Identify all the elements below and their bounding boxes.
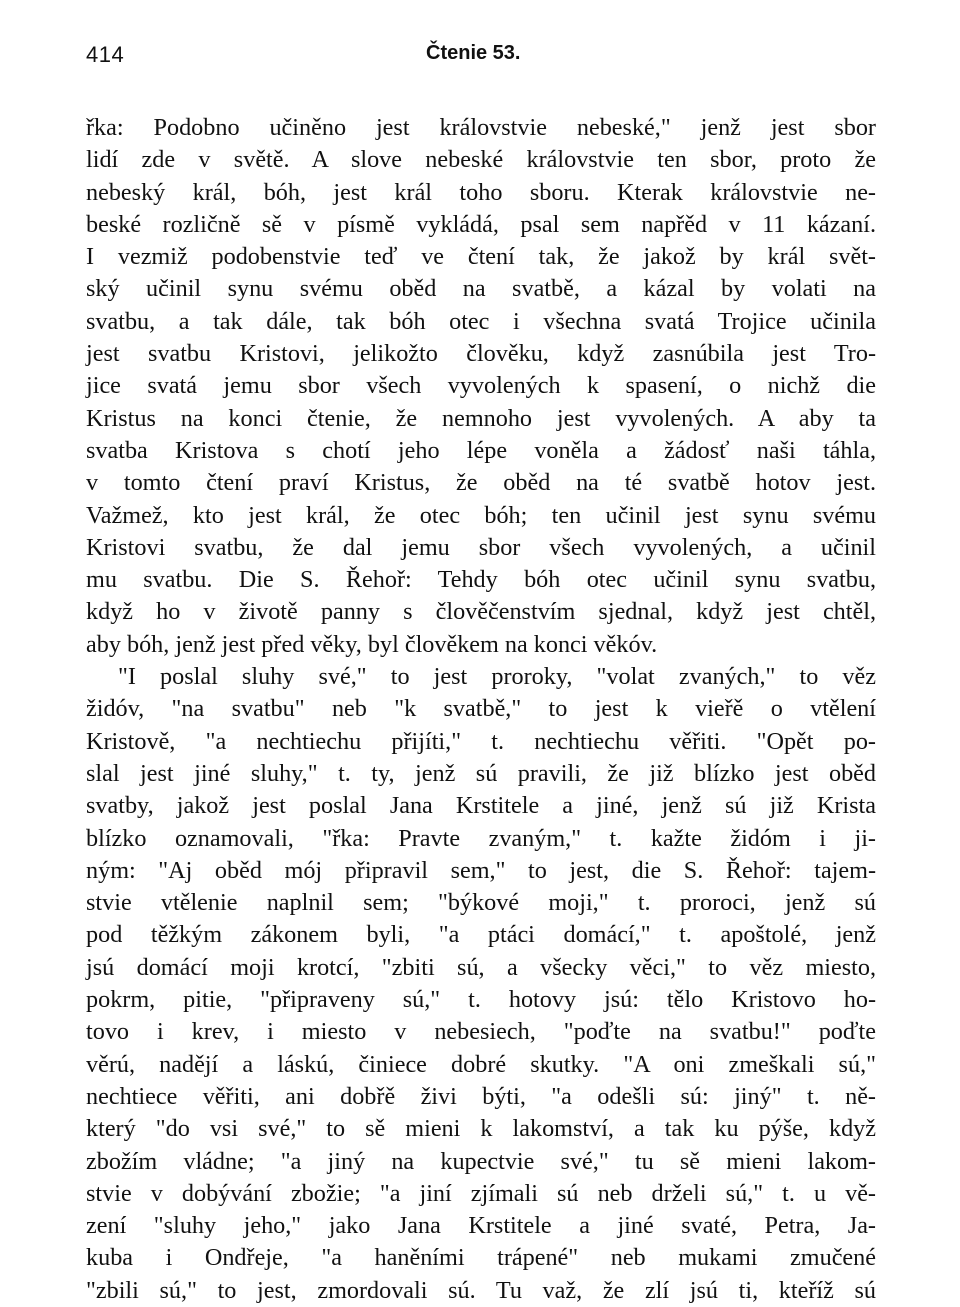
text-line: ným: "Aj oběd mój připravil sem," to jest, die S. Řehoř: tajem- bbox=[86, 856, 876, 884]
page-header bbox=[86, 38, 876, 78]
text-line: svatba Kristova s chotí jeho lépe voněla a žádosť naši táhla, bbox=[86, 436, 876, 464]
text-line-paragraph-start: "I poslal sluhy své," to jest proroky, "volat zvaných," to věz bbox=[118, 663, 876, 691]
text-line: mu svatbu. Die S. Řehoř: Tehdy bóh otec učinil synu svatbu, bbox=[86, 566, 876, 594]
text-line: svatbu, a tak dále, tak bóh otec i všechna svatá Trojice učinila bbox=[86, 307, 876, 335]
text-line: Važmež, kto jest král, že otec bóh; ten učinil jest synu svému bbox=[86, 501, 876, 529]
text-line: Kristus na konci čtenie, že nemnoho jest vyvolených. A aby ta bbox=[86, 404, 876, 432]
text-line: nebeský král, bóh, jest král toho sboru. Kterak královstvie ne- bbox=[86, 178, 876, 206]
text-line: stvie vtělenie naplnil sem; "býkové moji," t. proroci, jenž sú bbox=[86, 889, 876, 917]
text-line: který "do vsi své," to sě mieni k lakomství, a tak ku pýše, když bbox=[86, 1115, 876, 1143]
text-line: řka: Podobno učiněno jest královstvie nebeské," jenž jest sbor bbox=[86, 114, 876, 141]
text-line: stvie v dobývání zbožie; "a jiní zjímali sú neb drželi sú," t. u vě- bbox=[86, 1179, 876, 1207]
text-line: Kristovi svatbu, že dal jemu sbor všech vyvolených, a učinil bbox=[86, 533, 876, 561]
text-line: nechtiece věřiti, ani dobřě živi býti, "a odešli sú: jiný" t. ně- bbox=[86, 1082, 876, 1110]
text-line: svatby, jakož jest poslal Jana Krstitele a jiné, jenž sú již Krista bbox=[86, 792, 876, 820]
running-head: Čtenie 53. bbox=[426, 42, 521, 64]
text-line: I vezmiž podobenstvie teď ve čtení tak, že jakož by král svět- bbox=[86, 243, 876, 271]
text-line: pokrm, pitie, "připraveny sú," t. hotovy jsú: tělo Kristovo ho- bbox=[86, 986, 876, 1014]
text-line: jsú domácí moji krotcí, "zbiti sú, a všecky věci," to věz miesto, bbox=[86, 953, 876, 981]
text-line: blízko oznamovali, "řka: Pravte zvaným," t. kažte židóm i ji- bbox=[86, 824, 876, 852]
body-text bbox=[86, 112, 876, 1307]
text-line: jice svatá jemu sbor všech vyvolených k spasení, o nichž die bbox=[86, 372, 876, 400]
text-line: ský učinil synu svému oběd na svatbě, a kázal by volati na bbox=[86, 275, 876, 303]
text-line: kuba i Ondřeje, "a haněními trápené" neb mukami zmučené bbox=[86, 1244, 876, 1272]
text-line: beské rozličně sě v písmě vykládá, psal sem napřěd v 11 kázaní. bbox=[86, 210, 876, 238]
text-line: lidí zde v světě. A slove nebeské královstvie ten sbor, proto že bbox=[86, 146, 876, 174]
text-line: v tomto čtení praví Kristus, že oběd na té svatbě hotov jest. bbox=[86, 469, 876, 497]
text-line: tovo i krev, i miesto v nebesiech, "poďte na svatbu!" poďte bbox=[86, 1018, 876, 1046]
text-line: slal jest jiné sluhy," t. ty, jenž sú pravili, že již blízko jest oběd bbox=[86, 759, 876, 787]
text-line: zbožím vládne; "a jiný na kupectvie své," tu sě mieni lakom- bbox=[86, 1147, 876, 1175]
text-line: "zbili sú," to jest, zmordovali sú. Tu važ, že zlí jsú ti, kteříž sú bbox=[86, 1276, 876, 1304]
text-line-paragraph-end: aby bóh, jenž jest před věky, byl člověkem na konci věkóv. bbox=[86, 630, 658, 658]
text-line: židóv, "na svatbu" neb "k svatbě," to jest k vieřě o vtělení bbox=[86, 695, 876, 723]
text-line: věrú, nadějí a láskú, činiece dobré skutky. "A oni zmeškali sú," bbox=[86, 1050, 876, 1078]
text-line: Kristově, "a nechtiechu přijíti," t. nechtiechu věřiti. "Opět po- bbox=[86, 727, 876, 755]
text-line: když ho v životě panny s člověčenstvím sjednal, když jest chtěl, bbox=[86, 598, 876, 626]
page-number: 414 bbox=[86, 42, 125, 67]
text-line: zení "sluhy jeho," jako Jana Krstitele a jiné svaté, Petra, Ja- bbox=[86, 1212, 876, 1240]
text-line: pod těžkým zákonem byli, "a ptáci domácí," t. apoštolé, jenž bbox=[86, 921, 876, 949]
text-line: jest svatbu Kristovi, jelikožto člověku, když zasnúbila jest Tro- bbox=[86, 340, 876, 368]
